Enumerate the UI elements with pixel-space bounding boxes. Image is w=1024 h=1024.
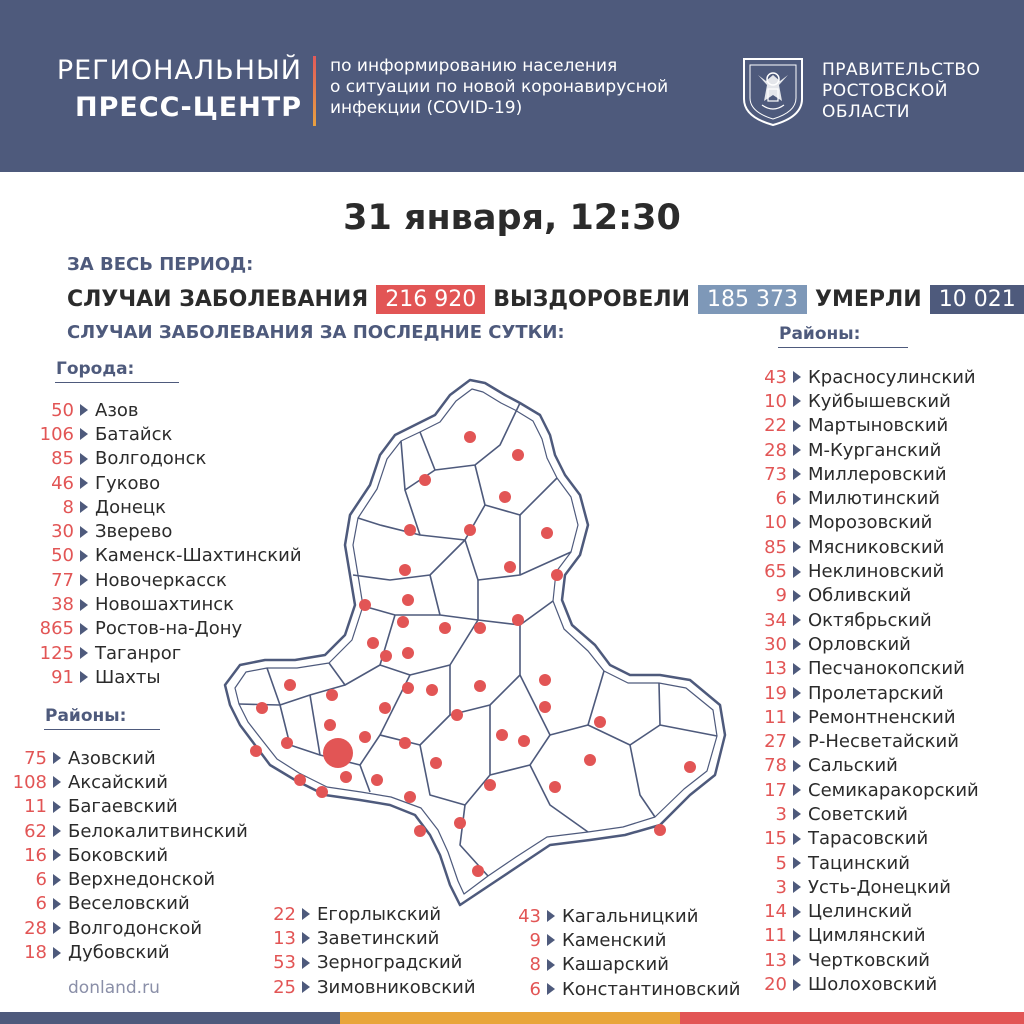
recovered-label: ВЫЗДОРОВЕЛИ — [493, 287, 691, 312]
case-count: 8 — [529, 954, 541, 976]
case-marker — [518, 735, 530, 747]
triangle-icon — [80, 404, 88, 416]
case-marker — [551, 569, 563, 581]
list-item — [744, 511, 979, 535]
area-name: Каменск-Шахтинский — [95, 545, 302, 567]
case-marker — [399, 564, 411, 576]
case-marker — [419, 474, 431, 486]
case-count: 43 — [764, 366, 787, 388]
list-item — [497, 977, 740, 1001]
list-item — [744, 486, 979, 510]
coat-of-arms-icon — [740, 55, 806, 127]
case-marker — [484, 779, 496, 791]
triangle-icon — [80, 526, 88, 538]
area-name: Ростов-на-Дону — [95, 618, 243, 640]
list-item — [744, 365, 979, 389]
list-item — [744, 924, 979, 948]
list-item — [744, 729, 979, 753]
triangle-icon — [80, 428, 88, 440]
triangle-icon — [53, 947, 61, 959]
triangle-icon — [793, 784, 801, 796]
case-marker — [464, 524, 476, 536]
header-subtitle — [330, 56, 668, 119]
case-marker — [504, 561, 516, 573]
list-item — [250, 975, 476, 999]
case-count: 106 — [39, 423, 74, 445]
case-count: 62 — [24, 820, 47, 842]
triangle-icon — [302, 981, 310, 993]
case-count: 15 — [764, 828, 787, 850]
area-name: Заветинский — [317, 927, 440, 949]
case-count: 46 — [51, 472, 74, 494]
list-item — [0, 916, 248, 940]
case-marker — [379, 702, 391, 714]
case-count: 75 — [24, 747, 47, 769]
case-count: 30 — [51, 521, 74, 543]
triangle-icon — [302, 932, 310, 944]
case-marker — [397, 616, 409, 628]
case-marker — [454, 817, 466, 829]
case-marker — [323, 738, 353, 768]
case-count: 3 — [775, 876, 787, 898]
area-name: Мясниковский — [808, 536, 945, 558]
area-name: Кашарский — [562, 954, 669, 976]
list-item — [250, 926, 476, 950]
case-count: 3 — [775, 803, 787, 825]
footer-segment — [340, 1012, 680, 1024]
list-item — [744, 754, 979, 778]
period-label: ЗА ВЕСЬ ПЕРИОД: — [67, 254, 254, 275]
triangle-icon — [793, 930, 801, 942]
case-marker — [464, 431, 476, 443]
case-marker — [399, 737, 411, 749]
list-item — [0, 746, 248, 770]
list-item — [0, 867, 248, 891]
case-count: 50 — [51, 399, 74, 421]
case-marker — [584, 754, 596, 766]
list-item — [744, 948, 979, 972]
case-marker — [256, 702, 268, 714]
area-name: Советский — [808, 803, 908, 825]
triangle-icon — [53, 898, 61, 910]
case-marker — [404, 524, 416, 536]
case-marker — [439, 622, 451, 634]
area-name: Новочеркасск — [95, 569, 227, 591]
case-count: 6 — [529, 978, 541, 1000]
header-banner — [0, 0, 1024, 172]
subtitle-line: о ситуации по новой коронавирусной — [330, 77, 669, 97]
districts-mid1-list — [250, 902, 476, 999]
list-item — [0, 795, 248, 819]
area-name: Куйбышевский — [808, 390, 951, 412]
case-count: 6 — [775, 488, 787, 510]
case-marker — [402, 647, 414, 659]
case-count: 10 — [764, 512, 787, 534]
case-count: 25 — [273, 976, 296, 998]
area-name: Пролетарский — [808, 682, 944, 704]
case-count: 20 — [764, 974, 787, 996]
area-name: Каменский — [562, 929, 667, 951]
area-name: Ремонтненский — [808, 706, 956, 728]
area-name: Веселовский — [68, 893, 190, 915]
area-name: Неклиновский — [808, 561, 945, 583]
list-item — [744, 900, 979, 924]
case-count: 38 — [51, 594, 74, 616]
area-name: Батайск — [95, 423, 173, 445]
case-marker — [512, 614, 524, 626]
case-marker — [359, 731, 371, 743]
area-name: Цимлянский — [808, 925, 926, 947]
case-count: 73 — [764, 463, 787, 485]
area-name: Верхнедонской — [68, 869, 216, 891]
triangle-icon — [793, 395, 801, 407]
list-item — [744, 559, 979, 583]
triangle-icon — [80, 550, 88, 562]
case-marker — [654, 824, 666, 836]
case-marker — [414, 825, 426, 837]
area-name: Орловский — [808, 633, 911, 655]
case-marker — [496, 729, 508, 741]
case-count: 865 — [39, 618, 74, 640]
case-count: 13 — [764, 949, 787, 971]
list-item — [744, 705, 979, 729]
case-marker — [499, 491, 511, 503]
area-name: М-Курганский — [808, 439, 942, 461]
triangle-icon — [793, 468, 801, 480]
triangle-icon — [793, 857, 801, 869]
case-marker — [426, 684, 438, 696]
area-name: Песчанокопский — [808, 658, 965, 680]
brand-divider — [313, 56, 316, 126]
list-item — [744, 827, 979, 851]
triangle-icon — [793, 881, 801, 893]
case-count: 78 — [764, 755, 787, 777]
case-marker — [316, 786, 328, 798]
area-name: Р-Несветайский — [808, 731, 959, 753]
case-marker — [326, 689, 338, 701]
area-name: Чертковский — [808, 949, 930, 971]
list-item — [744, 875, 979, 899]
case-count: 108 — [12, 771, 47, 793]
triangle-icon — [80, 574, 88, 586]
case-marker — [684, 761, 696, 773]
triangle-icon — [53, 874, 61, 886]
case-count: 30 — [764, 633, 787, 655]
divider — [44, 729, 160, 730]
area-name: Аксайский — [68, 771, 168, 793]
triangle-icon — [793, 663, 801, 675]
case-count: 91 — [51, 666, 74, 688]
list-item — [497, 928, 740, 952]
triangle-icon — [53, 752, 61, 764]
cases-label: СЛУЧАИ ЗАБОЛЕВАНИЯ — [67, 287, 369, 312]
recovered-value: 185 373 — [698, 285, 807, 314]
triangle-icon — [793, 517, 801, 529]
case-count: 22 — [273, 903, 296, 925]
died-value: 10 021 — [930, 285, 1024, 314]
area-name: Шахты — [95, 666, 161, 688]
area-name: Волгодонской — [68, 917, 203, 939]
case-marker — [404, 791, 416, 803]
case-count: 9 — [529, 929, 541, 951]
triangle-icon — [793, 736, 801, 748]
case-count: 43 — [518, 905, 541, 927]
case-count: 8 — [62, 496, 74, 518]
districts-left-list — [0, 746, 248, 965]
triangle-icon — [53, 801, 61, 813]
area-name: Милютинский — [808, 488, 941, 510]
triangle-icon — [80, 477, 88, 489]
list-item — [744, 972, 979, 996]
area-name: Шолоховский — [808, 974, 938, 996]
list-item — [250, 951, 476, 975]
triangle-icon — [547, 934, 555, 946]
case-marker — [472, 865, 484, 877]
districts-mid2-list — [497, 904, 740, 1001]
area-name: Зимовниковский — [317, 976, 476, 998]
list-item — [744, 632, 979, 656]
case-count: 85 — [764, 536, 787, 558]
brand-line-1: РЕГИОНАЛЬНЫЙ — [56, 55, 302, 86]
area-name: Тацинский — [808, 852, 910, 874]
triangle-icon — [53, 776, 61, 788]
area-name: Константиновский — [562, 978, 741, 1000]
case-count: 14 — [764, 901, 787, 923]
area-name: Донецк — [95, 496, 167, 518]
case-count: 19 — [764, 682, 787, 704]
triangle-icon — [793, 566, 801, 578]
case-count: 22 — [764, 415, 787, 437]
case-marker — [539, 701, 551, 713]
case-marker — [340, 771, 352, 783]
case-count: 77 — [51, 569, 74, 591]
area-name: Багаевский — [68, 796, 178, 818]
list-item — [744, 414, 979, 438]
cities-heading: Города: — [56, 359, 135, 379]
area-name: Дубовский — [68, 942, 170, 964]
case-count: 125 — [39, 642, 74, 664]
triangle-icon — [80, 647, 88, 659]
area-name: Красносулинский — [808, 366, 976, 388]
triangle-icon — [793, 954, 801, 966]
case-count: 27 — [764, 731, 787, 753]
area-name: Мартыновский — [808, 415, 949, 437]
case-marker — [371, 774, 383, 786]
area-name: Азов — [95, 399, 139, 421]
list-item — [0, 892, 248, 916]
triangle-icon — [80, 671, 88, 683]
case-marker — [367, 637, 379, 649]
region-outline-outer — [225, 380, 725, 905]
case-marker — [474, 622, 486, 634]
case-marker — [549, 781, 561, 793]
case-count: 11 — [764, 706, 787, 728]
list-item — [0, 843, 248, 867]
gov-line: ОБЛАСТИ — [822, 102, 910, 122]
triangle-icon — [302, 957, 310, 969]
list-item — [744, 438, 979, 462]
area-name: Волгодонск — [95, 448, 207, 470]
triangle-icon — [793, 614, 801, 626]
subtitle-line: по информированию населения — [330, 56, 618, 76]
area-name: Кагальницкий — [562, 905, 699, 927]
case-count: 16 — [24, 844, 47, 866]
area-name: Усть-Донецкий — [808, 876, 951, 898]
case-count: 6 — [35, 869, 47, 891]
area-name: Сальский — [808, 755, 898, 777]
triangle-icon — [793, 711, 801, 723]
case-marker — [380, 650, 392, 662]
triangle-icon — [793, 906, 801, 918]
case-marker — [539, 674, 551, 686]
area-name: Белокалитвинский — [68, 820, 248, 842]
case-marker — [281, 737, 293, 749]
triangle-icon — [793, 833, 801, 845]
area-name: Зверево — [95, 521, 173, 543]
triangle-icon — [53, 825, 61, 837]
case-marker — [594, 716, 606, 728]
triangle-icon — [80, 599, 88, 611]
case-count: 17 — [764, 779, 787, 801]
case-count: 11 — [24, 796, 47, 818]
case-count: 5 — [775, 852, 787, 874]
area-name: Новошахтинск — [95, 594, 235, 616]
case-count: 65 — [764, 561, 787, 583]
case-marker — [359, 599, 371, 611]
triangle-icon — [793, 979, 801, 991]
case-count: 85 — [51, 448, 74, 470]
case-count: 53 — [273, 952, 296, 974]
gov-line: РОСТОВСКОЙ — [822, 81, 948, 101]
triangle-icon — [793, 444, 801, 456]
case-marker — [324, 719, 336, 731]
districts-right-list — [744, 365, 979, 997]
district-borders — [239, 403, 717, 876]
area-name: Обливский — [808, 585, 912, 607]
area-name: Тарасовский — [808, 828, 929, 850]
triangle-icon — [793, 760, 801, 772]
list-item — [497, 953, 740, 977]
area-name: Морозовский — [808, 512, 933, 534]
triangle-icon — [80, 623, 88, 635]
list-item — [744, 389, 979, 413]
daily-label: СЛУЧАИ ЗАБОЛЕВАНИЯ ЗА ПОСЛЕДНИЕ СУТКИ: — [67, 322, 565, 343]
triangle-icon — [793, 541, 801, 553]
case-markers — [250, 431, 696, 877]
case-marker — [402, 682, 414, 694]
case-marker — [402, 594, 414, 606]
case-count: 18 — [24, 942, 47, 964]
area-name: Азовский — [68, 747, 156, 769]
list-item — [0, 770, 248, 794]
area-name: Егорлыкский — [317, 903, 442, 925]
gov-line: ПРАВИТЕЛЬСТВО — [822, 60, 981, 80]
triangle-icon — [80, 501, 88, 513]
divider — [55, 382, 179, 383]
triangle-icon — [793, 493, 801, 505]
list-item — [744, 802, 979, 826]
area-name: Семикаракорский — [808, 779, 979, 801]
list-item — [744, 851, 979, 875]
cases-value: 216 920 — [376, 285, 485, 314]
footer-segment — [0, 1012, 340, 1024]
area-name: Октябрьский — [808, 609, 932, 631]
case-count: 34 — [764, 609, 787, 631]
triangle-icon — [793, 687, 801, 699]
case-count: 11 — [764, 925, 787, 947]
report-date: 31 января, 12:30 — [343, 198, 681, 238]
list-item — [744, 462, 979, 486]
triangle-icon — [547, 959, 555, 971]
triangle-icon — [793, 420, 801, 432]
subtitle-line: инфекции (COVID-19) — [330, 98, 523, 118]
case-marker — [430, 757, 442, 769]
triangle-icon — [80, 453, 88, 465]
government-title — [822, 60, 980, 123]
list-item — [744, 584, 979, 608]
list-item — [0, 819, 248, 843]
totals-row — [67, 285, 1024, 314]
case-count: 6 — [35, 893, 47, 915]
triangle-icon — [793, 638, 801, 650]
triangle-icon — [53, 922, 61, 934]
list-item — [744, 608, 979, 632]
case-marker — [294, 774, 306, 786]
case-count: 28 — [764, 439, 787, 461]
triangle-icon — [53, 849, 61, 861]
area-name: Миллеровский — [808, 463, 947, 485]
triangle-icon — [793, 808, 801, 820]
triangle-icon — [547, 983, 555, 995]
brand-line-2: ПРЕСС-ЦЕНТР — [75, 92, 302, 123]
case-marker — [284, 679, 296, 691]
case-count: 13 — [764, 658, 787, 680]
footer-segment — [680, 1012, 1024, 1024]
case-count: 9 — [775, 585, 787, 607]
case-count: 10 — [764, 390, 787, 412]
triangle-icon — [793, 590, 801, 602]
area-name: Целинский — [808, 901, 913, 923]
region-map — [220, 375, 740, 915]
list-item — [744, 681, 979, 705]
list-item — [0, 940, 248, 964]
area-name: Боковский — [68, 844, 169, 866]
case-count: 28 — [24, 917, 47, 939]
case-count: 13 — [273, 927, 296, 949]
case-marker — [512, 449, 524, 461]
area-name: Гуково — [95, 472, 161, 494]
area-name: Таганрог — [95, 642, 182, 664]
footer-stripe — [0, 1012, 1024, 1024]
case-marker — [451, 709, 463, 721]
site-link[interactable]: donland.ru — [68, 978, 160, 998]
case-marker — [474, 680, 486, 692]
divider — [778, 347, 908, 348]
area-name: Зерноградский — [317, 952, 463, 974]
case-marker — [250, 745, 262, 757]
died-label: УМЕРЛИ — [815, 287, 922, 312]
case-marker — [541, 527, 553, 539]
list-item — [744, 657, 979, 681]
case-count: 50 — [51, 545, 74, 567]
list-item — [744, 535, 979, 559]
list-item — [744, 778, 979, 802]
triangle-icon — [793, 371, 801, 383]
districts-right-heading: Районы: — [779, 324, 861, 344]
districts-left-heading: Районы: — [45, 706, 127, 726]
